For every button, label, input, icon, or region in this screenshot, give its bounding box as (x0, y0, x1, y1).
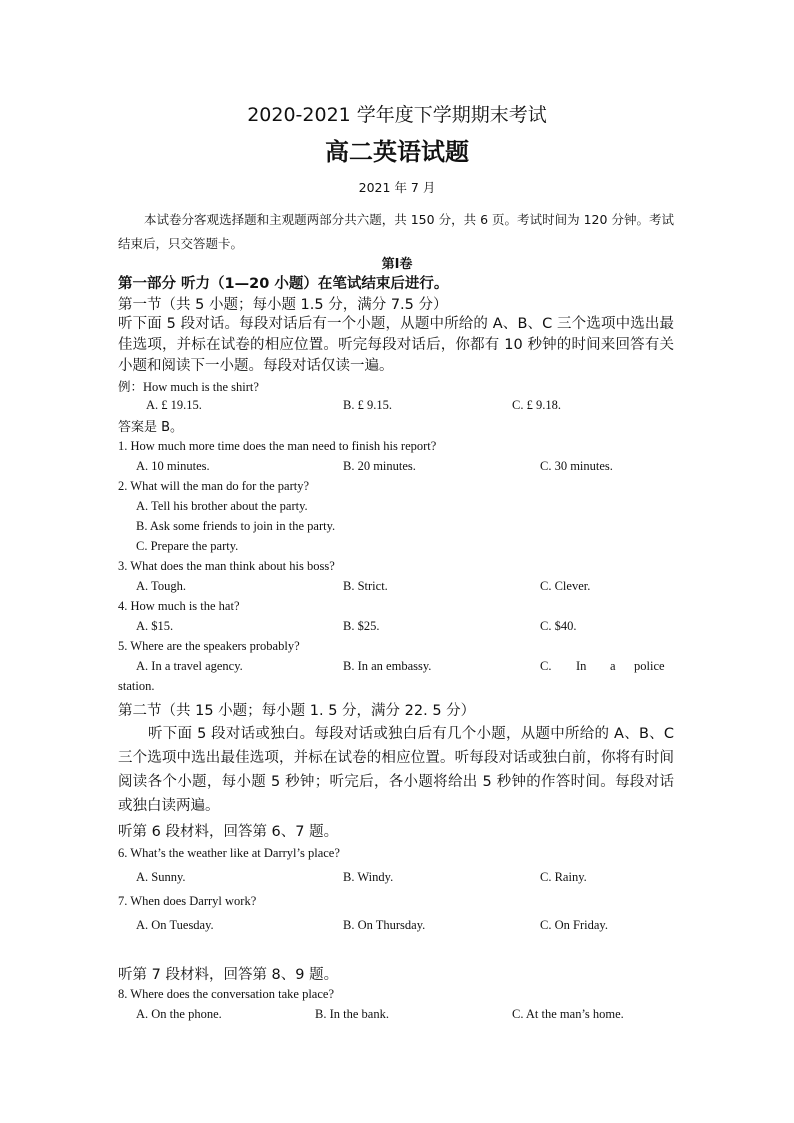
question-2-option-b: B. Ask some friends to join in the party. (136, 519, 336, 533)
question-4-option-b: B. $25. (343, 619, 380, 633)
question-4-option-c: C. $40. (540, 619, 577, 633)
section1-heading: 第一节（共 5 小题；每小题 1.5 分，满分 7.5 分） (118, 297, 448, 313)
question-8-option-a: A. On the phone. (136, 1007, 222, 1021)
question-5-option-c-word1: In (576, 659, 587, 673)
example-option-a: A. £ 19.15. (146, 398, 202, 412)
question-3-option-a: A. Tough. (136, 579, 186, 593)
question-3-option-c: C. Clever. (540, 579, 591, 593)
question-5-option-a: A. In a travel agency. (136, 659, 243, 673)
question-2: 2. What will the man do for the party? (118, 479, 310, 493)
question-5: 5. Where are the speakers probably? (118, 639, 300, 653)
material-7-heading: 听第 7 段材料，回答第 8、9 题。 (118, 967, 339, 983)
material-6-heading: 听第 6 段材料，回答第 6、7 题。 (118, 824, 339, 840)
question-5-option-c-word4: station. (118, 679, 155, 693)
part1-heading: 第一部分 听力（1—20 小题）在笔试结束后进行。 (118, 276, 449, 292)
question-4-option-a: A. $15. (136, 619, 174, 633)
question-4: 4. How much is the hat? (118, 599, 240, 613)
question-2-option-a: A. Tell his brother about the party. (136, 499, 308, 513)
example-question: 例：How much is the shirt? (118, 380, 259, 394)
question-1-option-c: C. 30 minutes. (540, 459, 613, 473)
exam-date: 2021 年 7 月 (358, 180, 436, 195)
volume-title: 第Ⅰ卷 (381, 257, 413, 272)
exam-subtitle: 高二英语试题 (325, 138, 469, 166)
question-3-option-b: B. Strict. (343, 579, 388, 593)
example-option-c: C. £ 9.18. (512, 398, 561, 412)
section1-instructions: 听下面 5 段对话。每段对话后有一个小题，从题中所给的 A、B、C 三个选项中选出最佳选项，并标在试卷的相应位置。听完每段对话后，你都有 10 秒钟的时间来回答有关小题和阅读下一小题。每段对话仅读一遍。 (118, 316, 674, 374)
question-6-option-c: C. Rainy. (540, 870, 587, 884)
question-6: 6. What’s the weather like at Darryl’s place? (118, 846, 340, 860)
question-5-option-c-word3: police (634, 659, 665, 673)
question-6-option-b: B. Windy. (343, 870, 394, 884)
question-7-option-a: A. On Tuesday. (136, 918, 214, 932)
question-8: 8. Where does the conversation take place? (118, 987, 334, 1001)
exam-intro: 本试卷分客观选择题和主观题两部分共六题，共 150 分，共 6 页。考试时间为 120 分钟。考试结束后，只交答题卡。 (118, 212, 674, 251)
section2-instructions: 听下面 5 段对话或独白。每段对话或独白后有几个小题，从题中所给的 A、B、C 三个选项中选出最佳选项，并标在试卷的相应位置。听每段对话或独白前，你将有时间阅读各个小题，每小题 5 秒钟；听完后，各小题将给出 5 秒钟的作答时间。每段对话或独白读两遍。 (118, 726, 674, 814)
question-5-option-b: B. In an embassy. (343, 659, 432, 673)
section2-heading: 第二节（共 15 小题；每小题 1. 5 分，满分 22. 5 分） (118, 703, 476, 719)
question-6-option-a: A. Sunny. (136, 870, 186, 884)
question-1: 1. How much more time does the man need to finish his report? (118, 439, 437, 453)
question-7: 7. When does Darryl work? (118, 894, 257, 908)
example-answer: 答案是 B。 (118, 420, 184, 435)
question-1-option-a: A. 10 minutes. (136, 459, 210, 473)
question-2-option-c: C. Prepare the party. (136, 539, 239, 553)
question-8-option-b: B. In the bank. (315, 1007, 389, 1021)
example-option-b: B. £ 9.15. (343, 398, 392, 412)
question-3: 3. What does the man think about his boss? (118, 559, 335, 573)
question-5-option-c-word2: a (610, 659, 616, 673)
exam-title: 2020-2021 学年度下学期期末考试 (247, 104, 547, 126)
question-8-option-c: C. At the man’s home. (512, 1007, 624, 1021)
question-5-option-c-label: C. (540, 659, 552, 673)
question-7-option-b: B. On Thursday. (343, 918, 426, 932)
question-1-option-b: B. 20 minutes. (343, 459, 416, 473)
question-7-option-c: C. On Friday. (540, 918, 608, 932)
